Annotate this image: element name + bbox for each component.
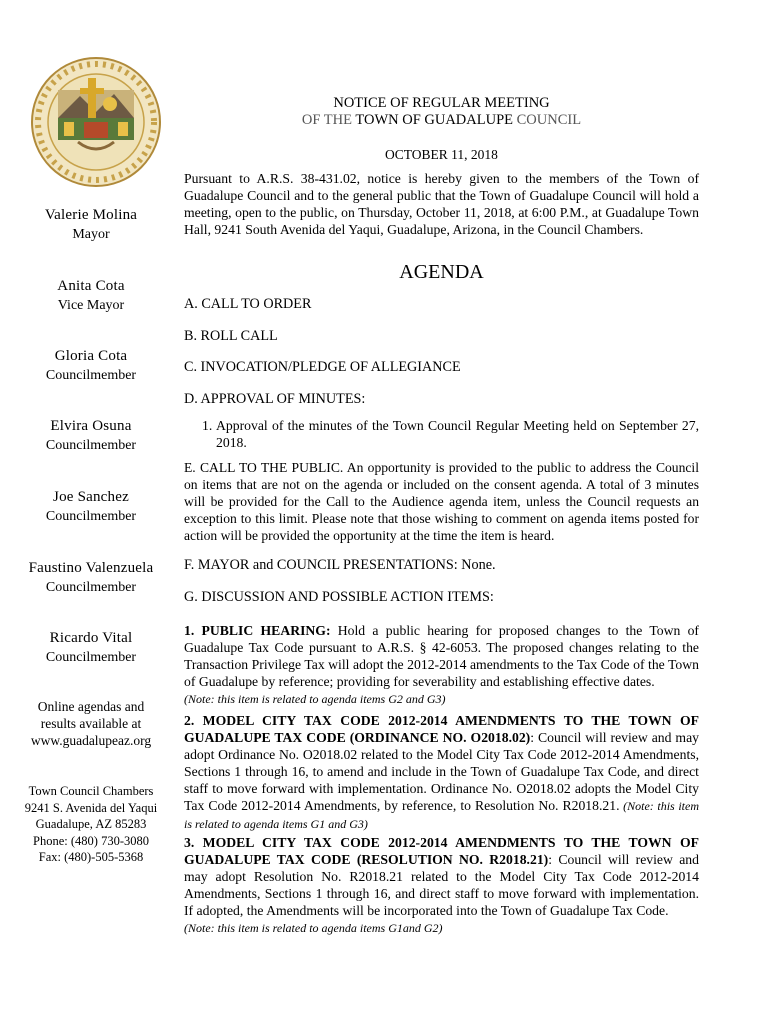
intro-paragraph: Pursuant to A.R.S. 38-431.02, notice is hereby given to the members of the Town of Guadalupe Council and to the general public that the Town of Guadalupe Council will hold a meeting, open to the public, on Thursday, October 11, 2018, at 6:00 P.M., at Guadalupe Town Hall, 9241 South Avenida del Yaqui, Guadalupe, Arizona, in the Council Chambers. bbox=[184, 171, 699, 237]
agenda-item-g3: 3. MODEL CITY TAX CODE 2012-2014 AMENDMENTS TO THE TOWN OF GUADALUPE TAX CODE (RESOLUTION NO. R2018.21): Council will review and may adopt Resolution No. R2018.21 related to the Model City Tax Code 2012-2014 Amendments, Sections 1 through 16, and direct staff to move forward with implementation. If adopted, the Amendments will be incorporated into the Town of Guadalupe Tax Code. (Note: this item is related to agenda items G1and G2) bbox=[184, 835, 699, 935]
agenda-title: AGENDA bbox=[399, 261, 484, 283]
official-councilmember: Gloria Cota Councilmember bbox=[45, 348, 137, 383]
agenda-item-d: D. APPROVAL OF MINUTES: bbox=[184, 391, 366, 407]
agenda-item-g: G. DISCUSSION AND POSSIBLE ACTION ITEMS: bbox=[184, 589, 494, 605]
agenda-subitem-d1: 1. Approval of the minutes of the Town Council Regular Meeting held on September 27, 2018. bbox=[202, 418, 699, 450]
agenda-item-g2: 2. MODEL CITY TAX CODE 2012-2014 AMENDMENTS TO THE TOWN OF GUADALUPE TAX CODE (ORDINANCE NO. O2018.02): Council will review and may adopt Ordinance No. O2018.02 related to the Model City Tax Code 2012-2014 Amendments, Sections 1 through 16, to amend and include in the Town of Guadalupe Tax Code, and direct staff to move forward with implementation. Ordinance No. O2018.02 adopts the Model City Tax Code 2012-2014 Amendments, by reference, to Resolution No. R2018.21. (Note: this item is related to agenda items G1 and G3) bbox=[184, 713, 699, 831]
agenda-item-a: A. CALL TO ORDER bbox=[184, 296, 312, 312]
agenda-item-e: E. CALL TO THE PUBLIC. An opportunity is provided to the public to address the Council on items that are not on the agenda or included on the consent agenda. A total of 3 minutes will be provided for the Call to the Audience agenda item, unless the Council requests an exception to this limit. Please note that those wishing to comment on agenda items posted for action will be provided the opportunity at the time the item is heard. bbox=[184, 460, 699, 543]
notice-title: NOTICE OF REGULAR MEETING OF THE TOWN OF GUADALUPE COUNCIL bbox=[301, 95, 582, 128]
online-agendas-note: Online agendas and results available at www.guadalupeaz.org bbox=[30, 699, 152, 748]
official-mayor: Valerie Molina Mayor bbox=[44, 207, 138, 242]
agenda-item-c: C. INVOCATION/PLEDGE OF ALLEGIANCE bbox=[184, 359, 461, 375]
official-councilmember: Elvira Osuna Councilmember bbox=[45, 418, 137, 453]
agenda-item-f: F. MAYOR and COUNCIL PRESENTATIONS: None. bbox=[184, 557, 496, 573]
town-seal-icon bbox=[30, 56, 162, 188]
agenda-item-g1: 1. PUBLIC HEARING: Hold a public hearing for proposed changes to the Town of Guadalupe Tax Code pursuant to A.R.S. § 42-6053. The proposed changes relating to the Transaction Privilege Tax will adopt the 2012-2014 amendments to the Tax Code of the Town of Guadalupe by reference; providing for severability and establishing effective dates. (Note: this item is related to agenda items G2 and G3) bbox=[184, 623, 699, 706]
official-councilmember: Ricardo Vital Councilmember bbox=[45, 630, 137, 665]
agenda-item-b: B. ROLL CALL bbox=[184, 328, 278, 344]
official-vice-mayor: Anita Cota Vice Mayor bbox=[57, 278, 125, 313]
official-councilmember: Faustino Valenzuela Councilmember bbox=[28, 560, 154, 595]
official-councilmember: Joe Sanchez Councilmember bbox=[45, 489, 137, 524]
meeting-date: OCTOBER 11, 2018 bbox=[385, 147, 498, 162]
contact-info: Town Council Chambers 9241 S. Avenida del Yaqui Guadalupe, AZ 85283 Phone: (480) 730-3080 Fax: (480)-505-5368 bbox=[24, 784, 158, 864]
